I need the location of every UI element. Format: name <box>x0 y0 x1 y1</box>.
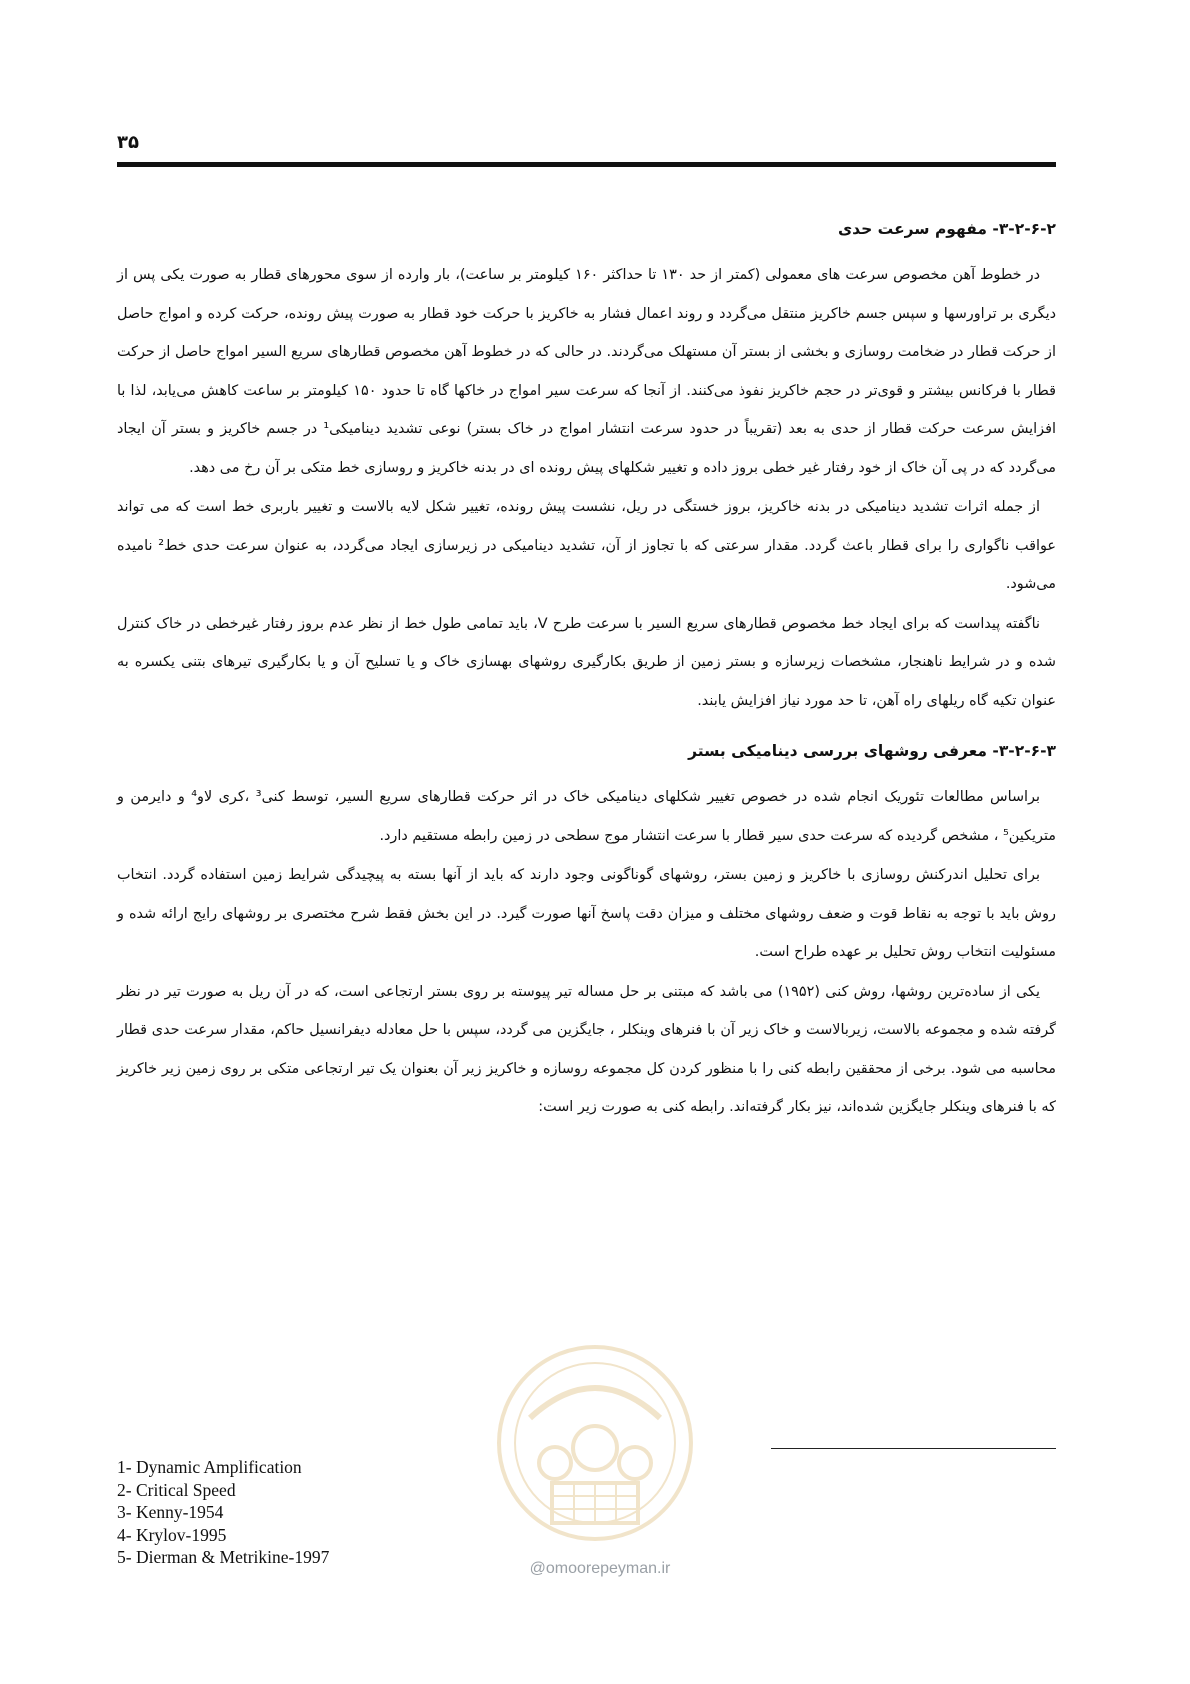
section-heading-dynamic-methods: ۳-۲-۶-۳- معرفی روشهای بررسی دینامیکی بستر <box>688 742 1056 760</box>
paragraph: یکی از ساده‌ترین روشها، روش کنی (۱۹۵۲) می باشد که مبتنی بر حل مساله تیر پیوسته بر روی بستر ارتجاعی است، که در آن ریل به صورت تیر در نظر گرفته شده و مجموعه بالاست، زیربالاست و خاک زیر آن با فنرهای وینکلر ، جایگزین می گردد، سپس با حل معادله دیفرانسیل حاکم، مقدار سرعت حدی قطار محاسبه می شود. برخی از محققین رابطه کنی را با منظور کردن کل مجموعه روسازه و خاکریز زیر آن بعنوان یک تیر ارتجاعی متکی بر روی زمین زیر خاکریز که با فنرهای وینکلر جایگزین شده‌اند، نیز بکار گرفته‌اند. رابطه کنی به صورت زیر است: <box>117 983 1056 1115</box>
page-body <box>117 212 1056 1128</box>
watermark-caption: @omoorepeyman.ir <box>529 1560 671 1577</box>
paragraph: براساس مطالعات تئوریک انجام شده در خصوص تغییر شکلهای دینامیکی خاک در اثر حرکت قطارهای سریع السیر، توسط کنی³ ،کری لاو⁴ و دایرمن و متریکین⁵ ، مشخص گردیده که سرعت حدی سیر قطار با سرعت انتشار موج سطحی در زمین رابطه مستقیم دارد. <box>117 789 1056 844</box>
footnote-item: 1- Dynamic Amplification <box>117 1457 302 1477</box>
page-number: ۳۵ <box>117 132 139 153</box>
footnotes <box>117 1456 329 1569</box>
footnote-divider <box>771 1448 1056 1449</box>
footnote-item: 3- Kenny-1954 <box>117 1502 224 1522</box>
watermark-seal-icon <box>490 1338 700 1548</box>
paragraph: برای تحلیل اندرکنش روسازی با خاکریز و زمین بستر، روشهای گوناگونی وجود دارند که باید از آنها بسته به پیچیدگی شرایط زمین استفاده گردد. انتخاب روش باید با توجه به نقاط قوت و ضعف روشهای مختلف و میزان دقت پاسخ آنها صورت گیرد. در این بخش فقط شرح مختصری بر روشهای رایج ارائه شده و مسئولیت انتخاب روش تحلیل بر عهده طراح است. <box>117 867 1056 960</box>
paragraph: ناگفته پیداست که برای ایجاد خط مخصوص قطارهای سریع السیر با سرعت طرح V، باید تمامی طول خط از نظر عدم بروز رفتار غیرخطی در خاک کنترل شده و در شرایط ناهنجار، مشخصات زیرسازه و بستر زمین از طریق بکارگیری روشهای بهسازی خاک و یا تسلیح آن و یا بکارگیری تیرهای بتنی یکسره به عنوان تکیه گاه ریلهای راه آهن، تا حد مورد نیاز افزایش یابند. <box>117 615 1056 709</box>
paragraph: از جمله اثرات تشدید دینامیکی در بدنه خاکریز، بروز خستگی در ریل، نشست پیش رونده، تغییر شکل لایه بالاست و تغییر باربری خط است که می تواند عواقب ناگواری را برای قطار باعث گردد. مقدار سرعتی که با تجاوز از آن، تشدید دینامیکی در زیرسازی ایجاد می‌گردد، به عنوان سرعت حدی خط² نامیده می‌شود. <box>117 499 1057 592</box>
section-heading-critical-speed: ۳-۲-۶-۲- مفهوم سرعت حدی <box>837 220 1056 238</box>
paragraph: در خطوط آهن مخصوص سرعت های معمولی (کمتر از حد ۱۳۰ تا حداکثر ۱۶۰ کیلومتر بر ساعت)، بار وارده از سوی محورهای قطار به صورت یکی پس از دیگری بر تراورسها و سپس جسم خاکریز منتقل می‌گردد و روند اعمال فشار به خاکریز با حرکت خود قطار به صورت پیش رونده، حرکت کرده و امواج حاصل از حرکت قطار در ضخامت روسازی و بخشی از بستر آن مستهلک می‌گردند. در حالی که در خطوط آهن مخصوص قطارهای سریع السیر امواج حاصل از حرکت قطار با فرکانس بیشتر و قوی‌تر در حجم خاکریز نفوذ می‌کنند. از آنجا که سرعت سیر امواج در خاکها گاه تا حدود ۱۵۰ کیلومتر بر ساعت کاهش می‌یابد، لذا با افزایش سرعت حرکت قطار از حدی به بعد (تقریباً در حدود سرعت انتشار امواج در خاک بستر) نوعی تشدید دینامیکی¹ در جسم خاکریز و بستر آن ایجاد می‌گردد که در پی آن خاک از خود رفتار غیر خطی بروز داده و تغییر شکلهای پیش رونده ای در بدنه خاکریز و روسازی خط متکی بر آن رخ می دهد. <box>117 267 1056 476</box>
footnote-item: 2- Critical Speed <box>117 1479 236 1500</box>
footnote-item: 4- Krylov-1995 <box>117 1524 227 1545</box>
header-rule <box>117 162 1056 167</box>
footnote-item: 5- Dierman & Metrikine-1997 <box>117 1547 330 1567</box>
